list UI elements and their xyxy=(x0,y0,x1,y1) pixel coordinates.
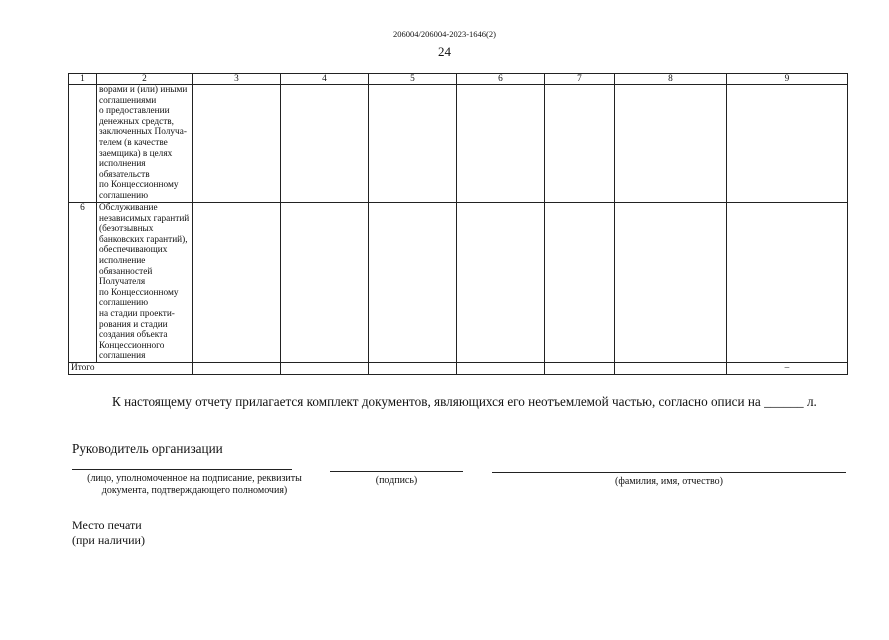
total-label: Итого xyxy=(69,363,193,375)
signature-line xyxy=(330,471,463,472)
column-header: 9 xyxy=(727,74,848,85)
table-row xyxy=(69,203,848,363)
table-cell xyxy=(281,363,369,375)
table-cell xyxy=(545,363,615,375)
table-cell xyxy=(727,85,848,203)
row-number: 6 xyxy=(69,203,97,363)
attachment-note: К настоящему отчету прилагается комплект документов, являющихся его неотъемлемой частью, согласно описи на ______ л. xyxy=(112,394,817,409)
table-cell xyxy=(369,85,457,203)
table-cell xyxy=(727,203,848,363)
document-id: 206004/206004-2023-1646(2) xyxy=(393,29,496,39)
table-cell xyxy=(545,85,615,203)
table-cell xyxy=(193,363,281,375)
table-cell xyxy=(457,203,545,363)
table-cell xyxy=(193,85,281,203)
column-header: 5 xyxy=(369,74,457,85)
table-header-row xyxy=(69,74,848,85)
column-header: 1 xyxy=(69,74,97,85)
column-header: 2 xyxy=(97,74,193,85)
column-header: 6 xyxy=(457,74,545,85)
column-header: 3 xyxy=(193,74,281,85)
authority-line xyxy=(72,469,292,470)
table-cell xyxy=(457,85,545,203)
row-description: Обслуживание независимых гарантий (безотзывных банковских гарантий), обеспечивающих исполнение обязанностей Получателя по Концессионному соглашению на стадии проекти- рования и стадии создания объекта Концессионного соглашения xyxy=(97,203,193,363)
page-number: 24 xyxy=(438,44,451,59)
signature-caption: (подпись) xyxy=(375,475,418,486)
signature-title: Руководитель организации xyxy=(72,441,223,456)
table-cell xyxy=(457,363,545,375)
table-cell xyxy=(615,363,727,375)
table-cell xyxy=(615,203,727,363)
name-caption: (фамилия, имя, отчество) xyxy=(615,476,723,487)
total-value: – xyxy=(727,363,848,375)
table-cell xyxy=(281,203,369,363)
row-description: ворами и (или) иными соглашениями о предоставлении денежных средств, заключенных Получа- телем (в качестве заемщика) в целях исполнения обязательств по Концессионному соглашению xyxy=(97,85,193,203)
report-table xyxy=(68,73,848,375)
stamp-note: (при наличии) xyxy=(72,533,145,547)
column-header: 7 xyxy=(545,74,615,85)
name-line xyxy=(492,472,846,473)
stamp-label: Место печати xyxy=(72,518,142,532)
table-row xyxy=(69,85,848,203)
column-header: 4 xyxy=(281,74,369,85)
table-cell xyxy=(193,203,281,363)
total-row xyxy=(69,363,848,375)
table-cell xyxy=(545,203,615,363)
authority-caption: (лицо, уполномоченное на подписание, реквизиты документа, подтверждающего полномочия) xyxy=(87,473,302,496)
stamp-block xyxy=(72,518,145,548)
row-number xyxy=(69,85,97,203)
column-header: 8 xyxy=(615,74,727,85)
table-cell xyxy=(615,85,727,203)
table-cell xyxy=(369,363,457,375)
table-cell xyxy=(281,85,369,203)
table-cell xyxy=(369,203,457,363)
